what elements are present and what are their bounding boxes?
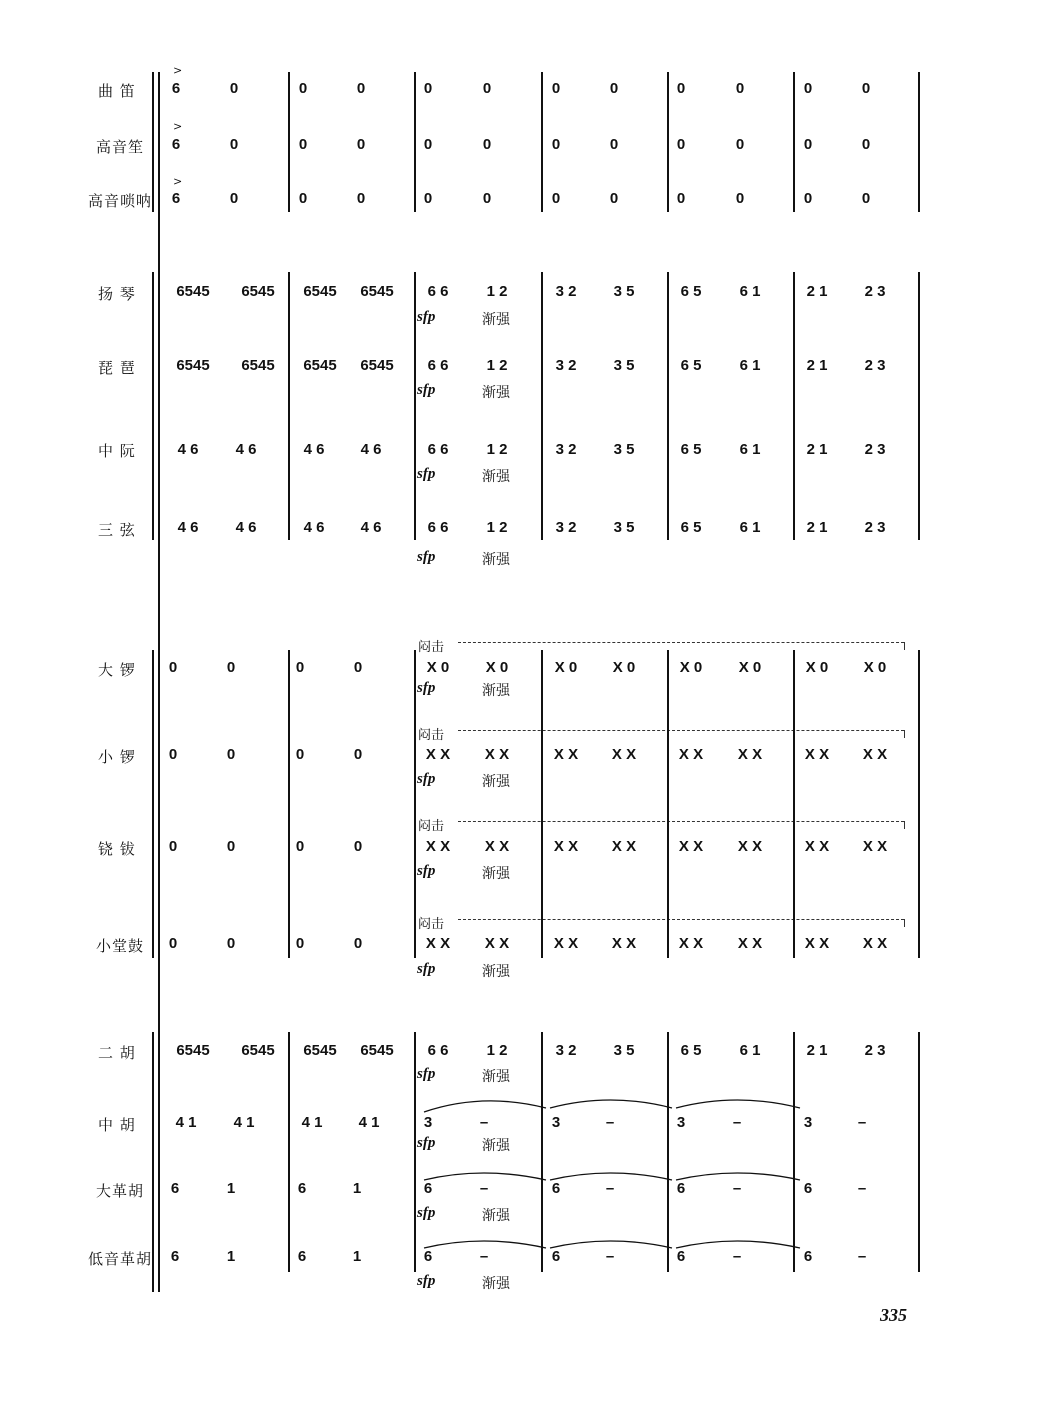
note-cell: X X — [553, 838, 579, 855]
note-cell: 0 — [676, 136, 686, 153]
note-cell: – — [732, 1114, 742, 1131]
note-cell: 6545 — [360, 357, 394, 374]
note-cell: 0 — [353, 659, 363, 676]
note-cell: 6545 — [303, 1042, 337, 1059]
note-cell: 6 — [170, 1180, 180, 1197]
note-cell: X X — [484, 935, 510, 952]
barline — [414, 272, 416, 540]
note-cell: 6 — [676, 1248, 686, 1265]
note-cell: 0 — [226, 659, 236, 676]
barline — [667, 1032, 669, 1272]
note-cell: 0 — [168, 838, 178, 855]
note-cell: X 0 — [554, 659, 578, 676]
barline — [918, 72, 920, 212]
muffled-text: 闷击 — [418, 728, 445, 743]
crescendo-text: 渐强 — [482, 866, 510, 882]
note-cell: 6 5 — [680, 519, 702, 536]
note-cell: 1 2 — [486, 357, 508, 374]
note-cell: 6 5 — [680, 283, 702, 300]
note-cell: 4 6 — [360, 519, 382, 536]
instrument-label: 中 阮 — [98, 442, 136, 460]
note-cell: 1 — [226, 1180, 236, 1197]
note-cell: 2 1 — [806, 357, 828, 374]
note-cell: – — [857, 1248, 867, 1265]
instrument-label: 琵 琶 — [98, 359, 136, 377]
instrument-label: 中 胡 — [98, 1116, 136, 1134]
note-cell: X X — [484, 746, 510, 763]
dynamic-sfp: sfp — [417, 680, 436, 696]
note-cell: X X — [737, 838, 763, 855]
note-cell: 4 6 — [235, 441, 257, 458]
tie-arc — [550, 1241, 672, 1248]
tie-arc — [424, 1101, 546, 1112]
barline — [793, 1032, 795, 1272]
note-cell: 3 — [423, 1114, 433, 1131]
note-cell: X 0 — [863, 659, 887, 676]
note-cell: 0 — [609, 190, 619, 207]
note-cell: X X — [553, 746, 579, 763]
tie-arc — [676, 1241, 800, 1248]
instrument-label: 曲 笛 — [98, 82, 136, 100]
barline — [288, 72, 290, 212]
note-cell: 0 — [609, 80, 619, 97]
crescendo-text: 渐强 — [482, 1069, 510, 1085]
instrument-label: 低音革胡 — [88, 1250, 153, 1268]
instrument-label: 小 锣 — [98, 748, 136, 766]
note-cell: 6 5 — [680, 441, 702, 458]
note-cell: 0 — [229, 136, 239, 153]
note-cell: 6545 — [176, 283, 210, 300]
instrument-label: 扬 琴 — [98, 285, 136, 303]
barline — [414, 72, 416, 212]
note-cell: 1 2 — [486, 1042, 508, 1059]
group-bracket-percussion — [152, 650, 154, 958]
note-cell: X X — [737, 746, 763, 763]
note-cell: 6 — [423, 1248, 433, 1265]
barline — [793, 272, 795, 540]
note-cell: X X — [678, 746, 704, 763]
note-cell: 6545 — [303, 357, 337, 374]
note-cell: 0 — [803, 136, 813, 153]
dynamic-sfp: sfp — [417, 1066, 436, 1082]
muffled-line-end — [904, 642, 905, 650]
note-cell: 6 1 — [739, 1042, 761, 1059]
note-cell: 6545 — [360, 283, 394, 300]
crescendo-text: 渐强 — [482, 469, 510, 485]
note-cell: – — [605, 1180, 615, 1197]
note-cell: X X — [737, 935, 763, 952]
muffled-text: 闷击 — [418, 819, 445, 834]
note-cell: 0 — [735, 80, 745, 97]
note-cell: – — [605, 1248, 615, 1265]
dynamic-sfp: sfp — [417, 466, 436, 482]
crescendo-text: 渐强 — [482, 1276, 510, 1292]
note-cell: 2 3 — [864, 283, 886, 300]
note-cell: 6545 — [303, 283, 337, 300]
system-line-outer — [158, 72, 160, 1292]
muffled-line — [458, 642, 904, 643]
note-cell: 3 5 — [613, 1042, 635, 1059]
group-bracket-bowed — [152, 1032, 154, 1292]
note-cell: 3 — [803, 1114, 813, 1131]
dynamic-sfp: sfp — [417, 382, 436, 398]
note-cell: 6 6 — [427, 519, 449, 536]
note-cell: 6 1 — [739, 441, 761, 458]
tie-arc — [424, 1241, 546, 1248]
dynamic-sfp: sfp — [417, 309, 436, 325]
barline — [541, 1032, 543, 1272]
note-cell: X X — [611, 746, 637, 763]
barline — [288, 272, 290, 540]
muffled-text: 闷击 — [418, 917, 445, 932]
note-cell: X X — [425, 746, 451, 763]
note-cell: X X — [425, 838, 451, 855]
crescendo-text: 渐强 — [482, 964, 510, 980]
note-cell: 3 5 — [613, 441, 635, 458]
instrument-label: 铙 钹 — [98, 840, 136, 858]
note-cell: 0 — [423, 136, 433, 153]
note-cell: 6 — [171, 80, 181, 97]
instrument-label: 二 胡 — [98, 1044, 136, 1062]
note-cell: X X — [484, 838, 510, 855]
note-cell: X X — [804, 838, 830, 855]
accent-mark: > — [173, 120, 183, 133]
note-cell: 0 — [168, 935, 178, 952]
note-cell: 6 6 — [427, 283, 449, 300]
note-cell: 4 6 — [360, 441, 382, 458]
note-cell: 6 — [170, 1248, 180, 1265]
note-cell: 3 2 — [555, 283, 577, 300]
note-cell: 0 — [803, 80, 813, 97]
dynamic-sfp: sfp — [417, 961, 436, 977]
note-cell: – — [732, 1248, 742, 1265]
note-cell: 3 — [676, 1114, 686, 1131]
note-cell: 2 1 — [806, 1042, 828, 1059]
note-cell: X X — [611, 935, 637, 952]
note-cell: X 0 — [426, 659, 450, 676]
dynamic-sfp: sfp — [417, 863, 436, 879]
note-cell: 6 — [676, 1180, 686, 1197]
note-cell: X X — [804, 935, 830, 952]
note-cell: X X — [804, 746, 830, 763]
crescendo-text: 渐强 — [482, 385, 510, 401]
note-cell: X 0 — [738, 659, 762, 676]
note-cell: 6 — [171, 190, 181, 207]
note-cell: X X — [862, 935, 888, 952]
note-cell: 3 2 — [555, 519, 577, 536]
note-cell: 0 — [226, 838, 236, 855]
tie-arc — [550, 1100, 672, 1108]
barline — [918, 272, 920, 540]
note-cell: 4 6 — [303, 441, 325, 458]
note-cell: 4 1 — [301, 1114, 323, 1131]
note-cell: 3 5 — [613, 357, 635, 374]
note-cell: 0 — [295, 746, 305, 763]
accent-mark: > — [173, 64, 183, 77]
note-cell: 6 1 — [739, 519, 761, 536]
note-cell: 0 — [168, 746, 178, 763]
note-cell: 6 6 — [427, 1042, 449, 1059]
note-cell: X X — [678, 935, 704, 952]
note-cell: 1 2 — [486, 441, 508, 458]
note-cell: X X — [862, 746, 888, 763]
note-cell: 2 3 — [864, 1042, 886, 1059]
barline — [288, 1032, 290, 1272]
page-number: 335 — [880, 1305, 907, 1325]
crescendo-text: 渐强 — [482, 774, 510, 790]
note-cell: 0 — [226, 746, 236, 763]
note-cell: 0 — [295, 838, 305, 855]
barline — [793, 650, 795, 958]
note-cell: 0 — [356, 80, 366, 97]
note-cell: 6545 — [360, 1042, 394, 1059]
note-cell: 6 — [423, 1180, 433, 1197]
note-cell: X X — [862, 838, 888, 855]
note-cell: 0 — [298, 80, 308, 97]
barline — [793, 72, 795, 212]
note-cell: 6545 — [176, 1042, 210, 1059]
note-cell: 0 — [229, 80, 239, 97]
note-cell: 0 — [803, 190, 813, 207]
note-cell: – — [479, 1180, 489, 1197]
note-cell: 6545 — [241, 357, 275, 374]
barline — [918, 650, 920, 958]
note-cell: 4 6 — [177, 441, 199, 458]
muffled-line — [458, 730, 904, 731]
barline — [541, 650, 543, 958]
note-cell: 0 — [298, 190, 308, 207]
note-cell: 0 — [423, 80, 433, 97]
note-cell: 3 2 — [555, 441, 577, 458]
note-cell: X 0 — [485, 659, 509, 676]
accent-mark: > — [173, 175, 183, 188]
note-cell: 0 — [676, 190, 686, 207]
note-cell: 1 2 — [486, 519, 508, 536]
muffled-line-end — [904, 821, 905, 829]
note-cell: 0 — [353, 838, 363, 855]
note-cell: 2 1 — [806, 441, 828, 458]
note-cell: 3 2 — [555, 1042, 577, 1059]
note-cell: 0 — [861, 80, 871, 97]
note-cell: – — [857, 1114, 867, 1131]
note-cell: 6 — [803, 1180, 813, 1197]
dynamic-sfp: sfp — [417, 1135, 436, 1151]
note-cell: 1 — [352, 1180, 362, 1197]
note-cell: – — [732, 1180, 742, 1197]
note-cell: 3 2 — [555, 357, 577, 374]
note-cell: 0 — [676, 80, 686, 97]
note-cell: 0 — [551, 136, 561, 153]
barline — [288, 650, 290, 958]
note-cell: 0 — [609, 136, 619, 153]
note-cell: X X — [678, 838, 704, 855]
note-cell: 6 5 — [680, 357, 702, 374]
dynamic-sfp: sfp — [417, 1273, 436, 1289]
note-cell: 1 — [352, 1248, 362, 1265]
note-cell: 6 — [297, 1180, 307, 1197]
dynamic-sfp: sfp — [417, 771, 436, 787]
instrument-label: 高音唢呐 — [88, 192, 153, 210]
note-cell: 4 6 — [235, 519, 257, 536]
barline — [414, 650, 416, 958]
note-cell: – — [857, 1180, 867, 1197]
note-cell: – — [605, 1114, 615, 1131]
note-cell: 4 6 — [177, 519, 199, 536]
note-cell: 6 — [551, 1248, 561, 1265]
note-cell: 0 — [735, 190, 745, 207]
note-cell: 0 — [168, 659, 178, 676]
note-cell: 0 — [423, 190, 433, 207]
instrument-label: 大革胡 — [96, 1182, 145, 1200]
tie-arc — [550, 1173, 672, 1180]
note-cell: 6 5 — [680, 1042, 702, 1059]
barline — [541, 72, 543, 212]
note-cell: 2 1 — [806, 519, 828, 536]
instrument-label: 三 弦 — [98, 521, 136, 539]
note-cell: – — [479, 1114, 489, 1131]
note-cell: 0 — [551, 190, 561, 207]
note-cell: 1 2 — [486, 283, 508, 300]
note-cell: 4 6 — [303, 519, 325, 536]
note-cell: 6 6 — [427, 441, 449, 458]
note-cell: 0 — [735, 136, 745, 153]
tie-arc — [676, 1173, 800, 1180]
muffled-line — [458, 919, 904, 920]
barline — [667, 72, 669, 212]
note-cell: 4 1 — [233, 1114, 255, 1131]
crescendo-text: 渐强 — [482, 683, 510, 699]
note-cell: X 0 — [612, 659, 636, 676]
note-cell: 1 — [226, 1248, 236, 1265]
instrument-label: 小堂鼓 — [96, 937, 145, 955]
note-cell: 2 3 — [864, 441, 886, 458]
note-cell: 6 — [171, 136, 181, 153]
note-cell: 0 — [356, 136, 366, 153]
note-cell: 4 1 — [175, 1114, 197, 1131]
note-cell: X X — [425, 935, 451, 952]
crescendo-text: 渐强 — [482, 312, 510, 328]
note-cell: 6 1 — [739, 283, 761, 300]
note-cell: 0 — [229, 190, 239, 207]
instrument-label: 高音笙 — [96, 138, 145, 156]
note-cell: 6 — [551, 1180, 561, 1197]
barline — [667, 650, 669, 958]
note-cell: 0 — [861, 190, 871, 207]
note-cell: 2 3 — [864, 357, 886, 374]
muffled-line-end — [904, 919, 905, 927]
note-cell: 6545 — [241, 1042, 275, 1059]
note-cell: 6545 — [176, 357, 210, 374]
note-cell: X 0 — [679, 659, 703, 676]
note-cell: 0 — [353, 746, 363, 763]
barline — [667, 272, 669, 540]
note-cell: 0 — [482, 80, 492, 97]
note-cell: 6 6 — [427, 357, 449, 374]
note-cell: 3 5 — [613, 283, 635, 300]
note-cell: 0 — [482, 190, 492, 207]
note-cell: 0 — [551, 80, 561, 97]
barline — [918, 1032, 920, 1272]
note-cell: 0 — [298, 136, 308, 153]
note-cell: X X — [611, 838, 637, 855]
crescendo-text: 渐强 — [482, 1138, 510, 1154]
note-cell: 0 — [226, 935, 236, 952]
group-bracket-winds — [152, 72, 154, 212]
note-cell: 6 — [803, 1248, 813, 1265]
note-cell: 0 — [356, 190, 366, 207]
note-cell: 0 — [295, 935, 305, 952]
note-cell: 4 1 — [358, 1114, 380, 1131]
group-bracket-plucked — [152, 272, 154, 540]
instrument-label: 大 锣 — [98, 661, 136, 679]
crescendo-text: 渐强 — [482, 1208, 510, 1224]
note-cell: 6 — [297, 1248, 307, 1265]
muffled-line-end — [904, 730, 905, 738]
crescendo-text: 渐强 — [482, 552, 510, 568]
note-cell: 0 — [295, 659, 305, 676]
note-cell: 3 5 — [613, 519, 635, 536]
note-cell: X 0 — [805, 659, 829, 676]
tie-arc — [424, 1173, 546, 1180]
dynamic-sfp: sfp — [417, 1205, 436, 1221]
note-cell: 0 — [482, 136, 492, 153]
tie-arc — [676, 1100, 800, 1108]
note-cell: – — [479, 1248, 489, 1265]
note-cell: 0 — [861, 136, 871, 153]
dynamic-sfp: sfp — [417, 549, 436, 565]
note-cell: 2 3 — [864, 519, 886, 536]
barline — [414, 1032, 416, 1272]
note-cell: 2 1 — [806, 283, 828, 300]
note-cell: 3 — [551, 1114, 561, 1131]
note-cell: 6 1 — [739, 357, 761, 374]
note-cell: 6545 — [241, 283, 275, 300]
muffled-text: 闷击 — [418, 640, 445, 655]
note-cell: 0 — [353, 935, 363, 952]
barline — [541, 272, 543, 540]
note-cell: X X — [553, 935, 579, 952]
muffled-line — [458, 821, 904, 822]
